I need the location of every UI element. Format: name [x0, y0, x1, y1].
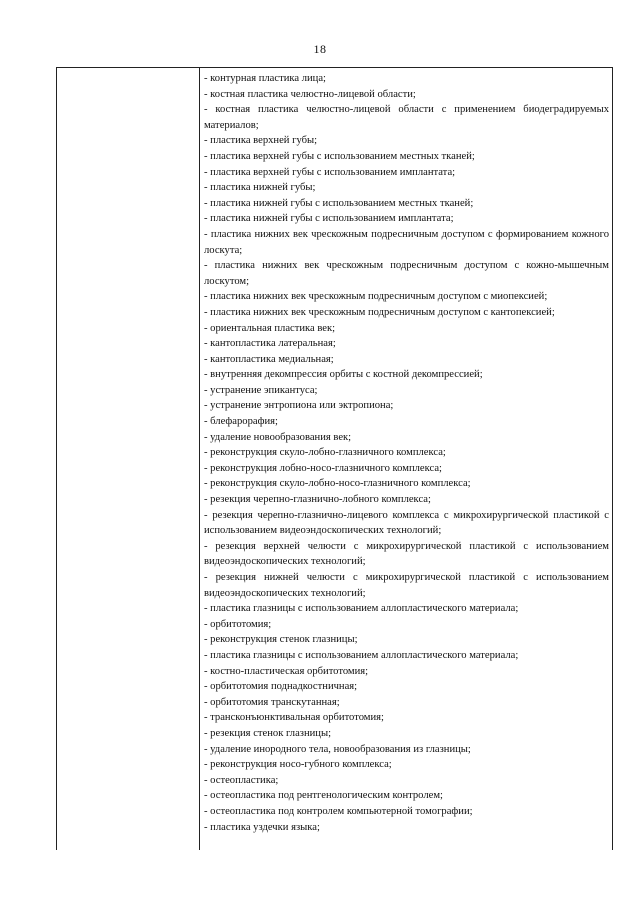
page-number: 18 [313, 42, 327, 56]
procedure-item: - удаление новообразования век; [204, 431, 352, 443]
procedure-item: - реконструкция лобно-носо-глазничного комплекса; [204, 462, 442, 474]
procedure-item: - контурная пластика лица; [204, 73, 326, 84]
table-left-cell [57, 68, 199, 850]
procedure-item: - удаление инородного тела, новообразования из глазницы; [204, 743, 471, 755]
procedure-item: - пластика нижних век чрескожным подресничным доступом с кожно-мышечным лоскутом; [204, 260, 609, 287]
procedure-item: - пластика нижних век чрескожным подресничным доступом с миопексией; [204, 291, 548, 303]
procedure-item: - ориентальная пластика век; [204, 322, 336, 334]
procedures-table [56, 67, 613, 850]
procedure-item: - орбитотомия транскутанная; [204, 696, 340, 708]
procedure-item: - устранение эпикантуса; [204, 384, 318, 396]
procedure-item: - пластика верхней губы с использованием имплантата; [204, 166, 456, 178]
procedure-item: - костно-пластическая орбитотомия; [204, 665, 369, 677]
procedure-item: - пластика глазницы с использованием аллопластического материала; [204, 603, 519, 615]
procedure-item: - пластика нижних век чрескожным подресничным доступом с формированием кожного лоскута; [204, 228, 609, 256]
procedure-item: - орбитотомия поднадкостничная; [204, 681, 358, 693]
procedure-item: - трансконъюнктивальная орбитотомия; [204, 712, 384, 724]
procedure-item: - остеопластика; [204, 774, 279, 786]
procedure-item: - пластика нижней губы; [204, 182, 316, 194]
procedure-item: - резекция черепно-глазнично-лицевого комплекса с микрохирургической пластикой с использованием видеоэндоскопических технологий; [204, 509, 609, 537]
procedure-item: - пластика нижних век чрескожным подресничным доступом с кантопексией; [204, 306, 555, 318]
procedure-item: - устранение энтропиона или эктропиона; [204, 400, 394, 412]
procedure-item: - орбитотомия; [204, 618, 272, 630]
procedure-item: - кантопластика латеральная; [204, 338, 336, 350]
procedure-item: - внутренняя декомпрессия орбиты с костной декомпрессией; [204, 369, 483, 381]
procedure-item: - резекция нижней челюсти с микрохирургической пластикой с использованием видеоэндоскопических технологий; [204, 572, 609, 599]
procedure-item: - пластика нижней губы с использованием имплантата; [204, 213, 454, 225]
procedure-item: - пластика уздечки языка; [204, 821, 320, 833]
procedure-item: - реконструкция скуло-лобно-глазничного комплекса; [204, 447, 446, 459]
procedure-item: - блефарорафия; [204, 416, 278, 428]
procedure-item: - кантопластика медиальная; [204, 353, 334, 365]
procedure-list [204, 71, 609, 835]
procedure-item: - реконструкция носо-губного комплекса; [204, 759, 392, 771]
procedure-item: - пластика нижней губы с использованием местных тканей; [204, 197, 474, 209]
procedure-item: - пластика глазницы с использованием аллопластического материала; [204, 649, 519, 661]
procedure-item: - реконструкция стенок глазницы; [204, 634, 358, 646]
procedure-item: - резекция верхней челюсти с микрохирургической пластикой с использованием видеоэндоскопических технологий; [204, 540, 609, 568]
procedure-item: - резекция стенок глазницы; [204, 727, 332, 739]
column-divider [199, 68, 200, 850]
procedure-item: - костная пластика челюстно-лицевой области; [204, 88, 416, 100]
procedure-item: - реконструкция скуло-лобно-носо-глазничного комплекса; [204, 478, 471, 490]
procedure-item: - пластика верхней губы с использованием местных тканей; [204, 150, 475, 162]
procedure-item: - остеопластика под контролем компьютерной томографии; [204, 805, 473, 817]
procedure-item: - пластика верхней губы; [204, 135, 318, 147]
procedure-item: - остеопластика под рентгенологическим контролем; [204, 790, 443, 802]
procedure-item: - костная пластика челюстно-лицевой области с применением биодеградируемых материалов; [204, 104, 609, 131]
procedure-item: - резекция черепно-глазнично-лобного комплекса; [204, 494, 431, 506]
